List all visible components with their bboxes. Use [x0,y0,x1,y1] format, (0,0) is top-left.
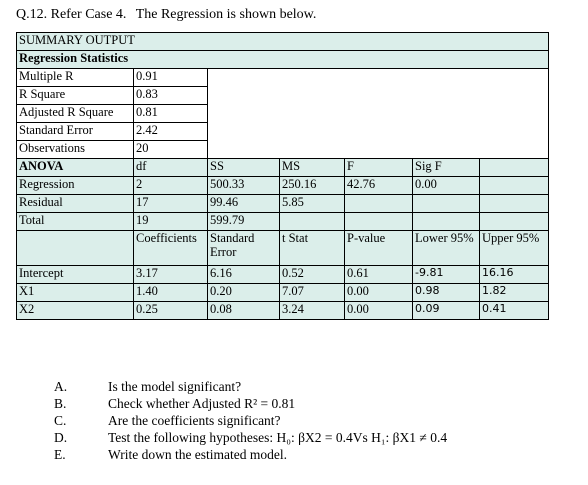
question-heading [16,6,316,24]
coef-lower: 0.98 [413,284,480,302]
stat-value: 0.91 [134,69,208,87]
anova-f: 42.76 [345,177,413,195]
coef-header: t Stat [280,231,345,266]
stat-label: Adjusted R Square [17,105,134,123]
task-list [40,378,447,463]
anova-sigf: 0.00 [413,177,480,195]
anova-empty [480,195,549,213]
coef-corner [17,231,134,266]
coef-p: 0.00 [345,302,413,320]
coef-se: 0.20 [208,284,280,302]
coef-header: P-value [345,231,413,266]
coef-value: 0.25 [134,302,208,320]
task-item [40,412,447,429]
anova-df: 19 [134,213,208,231]
coef-p: 0.61 [345,266,413,284]
task-label: D. [54,430,68,445]
anova-ss: 99.46 [208,195,280,213]
stat-value: 2.42 [134,123,208,141]
anova-empty [413,195,480,213]
task-text: Are the coefficients significant? [108,413,281,428]
regression-summary-table [16,32,549,320]
anova-row-label: Regression [17,177,134,195]
anova-empty [480,177,549,195]
coef-lower: 0.09 [413,302,480,320]
blank-area [208,69,549,159]
task-text: Test the following hypotheses: H₀: βX2 = 0.4Vs H₁: βX1 ≠ 0.4 [108,430,448,445]
coef-se: 6.16 [208,266,280,284]
coef-p: 0.00 [345,284,413,302]
anova-empty [280,213,345,231]
coef-header: Upper 95% [480,231,549,266]
task-item [40,429,447,446]
anova-header: F [345,159,413,177]
coef-header: Standard Error [208,231,280,266]
task-text: Write down the estimated model. [108,447,288,462]
stat-value: 0.81 [134,105,208,123]
anova-header: MS [280,159,345,177]
anova-header: SS [208,159,280,177]
task-item [40,378,447,395]
anova-title: ANOVA [17,159,134,177]
regression-statistics-title: Regression Statistics [17,51,549,69]
anova-ms: 250.16 [280,177,345,195]
anova-row-label: Residual [17,195,134,213]
stat-label: Multiple R [17,69,134,87]
task-item [40,446,447,463]
question-text: Refer Case 4. [50,7,127,22]
coef-row-label: X1 [17,284,134,302]
task-text: Is the model significant? [108,379,242,394]
stat-label: Observations [17,141,134,159]
task-label: C. [54,413,67,428]
anova-ss: 599.79 [208,213,280,231]
coef-t: 7.07 [280,284,345,302]
coef-value: 3.17 [134,266,208,284]
coef-lower: -9.81 [413,266,480,284]
stat-value: 0.83 [134,87,208,105]
anova-header: Sig F [413,159,480,177]
anova-empty [413,213,480,231]
anova-ms: 5.85 [280,195,345,213]
anova-empty [345,213,413,231]
coef-upper: 0.41 [480,302,549,320]
stat-label: Standard Error [17,123,134,141]
coef-upper: 1.82 [480,284,549,302]
anova-ss: 500.33 [208,177,280,195]
stat-label: R Square [17,87,134,105]
coef-header: Lower 95% [413,231,480,266]
anova-empty [480,213,549,231]
task-text: Check whether Adjusted R² = 0.81 [108,396,296,411]
task-label: B. [54,396,67,411]
task-item [40,395,447,412]
coef-t: 3.24 [280,302,345,320]
anova-empty [480,159,549,177]
task-label: E. [54,447,66,462]
anova-df: 17 [134,195,208,213]
coef-upper: 16.16 [480,266,549,284]
anova-header: df [134,159,208,177]
question-number: Q.12. [16,7,48,22]
summary-title: SUMMARY OUTPUT [17,33,549,51]
coef-se: 0.08 [208,302,280,320]
anova-row-label: Total [17,213,134,231]
task-label: A. [54,379,68,394]
coef-row-label: Intercept [17,266,134,284]
anova-empty [345,195,413,213]
coef-t: 0.52 [280,266,345,284]
stat-value: 20 [134,141,208,159]
coef-row-label: X2 [17,302,134,320]
anova-df: 2 [134,177,208,195]
question-text-2: The Regression is shown below. [135,7,317,22]
coef-value: 1.40 [134,284,208,302]
coef-header: Coefficients [134,231,208,266]
